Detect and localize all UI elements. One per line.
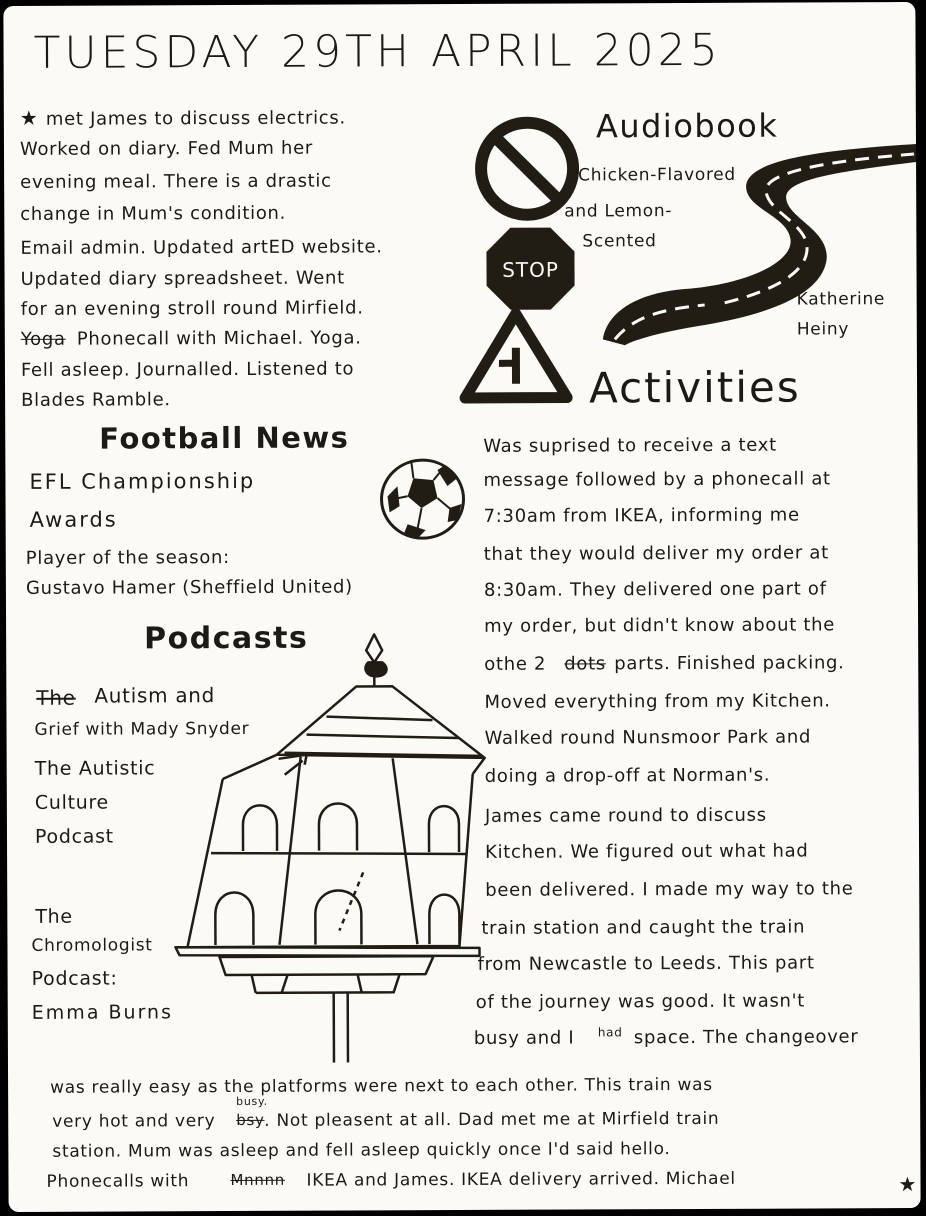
footer-insertion: busy.	[236, 1094, 268, 1108]
summary-line: for an evening stroll round Mirfield.	[20, 297, 364, 320]
activities-heading: Activities	[588, 362, 801, 413]
audiobook-author-line: Katherine	[796, 289, 886, 310]
football-icon	[377, 456, 467, 542]
football-line: Awards	[29, 507, 118, 532]
summary-line: Worked on diary. Fed Mum her	[19, 137, 314, 160]
football-line: Player of the season:	[25, 547, 230, 569]
audiobook-author-line: Heiny	[796, 319, 850, 340]
footer-line: . Not pleasent at all. Dad met me at Mirfield train	[264, 1108, 720, 1131]
activities-line: space. The changeover	[633, 1026, 859, 1049]
activities-line: from Newcastle to Leeds. This part	[477, 952, 815, 975]
activities-line: 7:30am from IKEA, informing me	[483, 504, 800, 527]
winding-road-illustration	[594, 142, 921, 347]
footer-line: station. Mum was asleep and fell asleep quickly once I'd said hello.	[52, 1139, 671, 1162]
stop-sign-icon	[484, 225, 576, 311]
podcast-line: Emma Burns	[31, 1001, 174, 1024]
summary-line: Email admin. Updated artED website.	[20, 236, 383, 259]
footer-struck-word: bsy	[236, 1110, 265, 1129]
summary-line: Blades Ramble.	[21, 389, 171, 411]
stop-sign-label: STOP	[502, 257, 559, 282]
no-entry-sign-icon	[474, 115, 580, 221]
footer-line: Phonecalls with	[46, 1171, 190, 1192]
footer-line: very hot and very	[52, 1111, 216, 1132]
activities-line: Kitchen. We figured out what had	[485, 840, 809, 863]
activities-line: James came round to discuss	[484, 804, 767, 827]
activities-line: parts. Finished packing.	[614, 652, 845, 675]
page-title: TUESDAY 29TH APRIL 2025	[33, 24, 722, 79]
activities-line: othe 2	[484, 653, 547, 675]
summary-line: met James to discuss electrics.	[45, 107, 346, 130]
activities-line: message followed by a phonecall at	[483, 468, 831, 491]
summary-line: change in Mum's condition.	[20, 202, 287, 225]
dovecote-illustration	[166, 628, 488, 1067]
football-line: EFL Championship	[29, 468, 256, 494]
football-line: Gustavo Hamer (Sheffield United)	[25, 576, 353, 599]
activities-struck-word: dots	[564, 653, 606, 675]
podcast-line: Podcast	[34, 825, 114, 848]
podcast-struck-word: The	[36, 685, 76, 710]
summary-line: Updated diary spreadsheet. Went	[20, 267, 345, 290]
activities-line: that they would deliver my order at	[483, 542, 829, 565]
footer-struck-word: Mnnnn	[230, 1170, 286, 1190]
podcast-line: Chromologist	[31, 935, 153, 956]
activities-line: train station and caught the train	[481, 916, 806, 939]
audiobook-title-line: Scented	[582, 231, 657, 252]
end-star-icon: ★	[898, 1172, 918, 1197]
summary-line: Phonecall with Michael. Yoga.	[76, 327, 362, 350]
podcast-line: The Autistic	[34, 757, 156, 780]
diary-page	[3, 2, 920, 1212]
activities-line: Moved everything from my Kitchen.	[484, 690, 831, 713]
activities-line: Was suprised to receive a text	[483, 434, 777, 457]
summary-star: ★	[19, 105, 39, 130]
podcast-line: Culture	[34, 791, 109, 814]
activities-line: busy and I	[473, 1027, 575, 1049]
junction-warning-sign-icon	[459, 308, 573, 404]
activities-line: Walked round Nunsmoor Park and	[484, 726, 812, 749]
summary-struck-word: Yoga	[20, 328, 66, 350]
activities-line: of the journey was good. It wasn't	[475, 990, 806, 1013]
audiobook-title-line: and Lemon-	[564, 201, 673, 222]
activities-line: my order, but didn't know about the	[484, 614, 836, 637]
activities-line: doing a drop-off at Norman's.	[484, 764, 771, 787]
footer-line: was really easy as the platforms were next to each other. This train was	[50, 1074, 713, 1098]
summary-line: Fell asleep. Journalled. Listened to	[20, 358, 355, 381]
footer-line: IKEA and James. IKEA delivery arrived. Michael	[306, 1168, 736, 1191]
activities-line: been delivered. I made my way to the	[485, 878, 854, 901]
summary-line: evening meal. There is a drastic	[20, 170, 332, 193]
audiobook-heading: Audiobook	[595, 106, 779, 146]
podcast-line: Autism and	[94, 683, 216, 708]
activities-line: had	[597, 1025, 623, 1040]
podcasts-heading: Podcasts	[144, 620, 309, 657]
activities-line: 8:30am. They delivered one part of	[483, 578, 827, 601]
audiobook-title-line: Chicken-Flavored	[578, 164, 736, 186]
podcast-line: The	[35, 905, 73, 928]
podcast-line: Grief with Mady Snyder	[34, 718, 250, 740]
football-heading: Football News	[99, 420, 350, 456]
podcast-line: Podcast:	[31, 967, 118, 990]
